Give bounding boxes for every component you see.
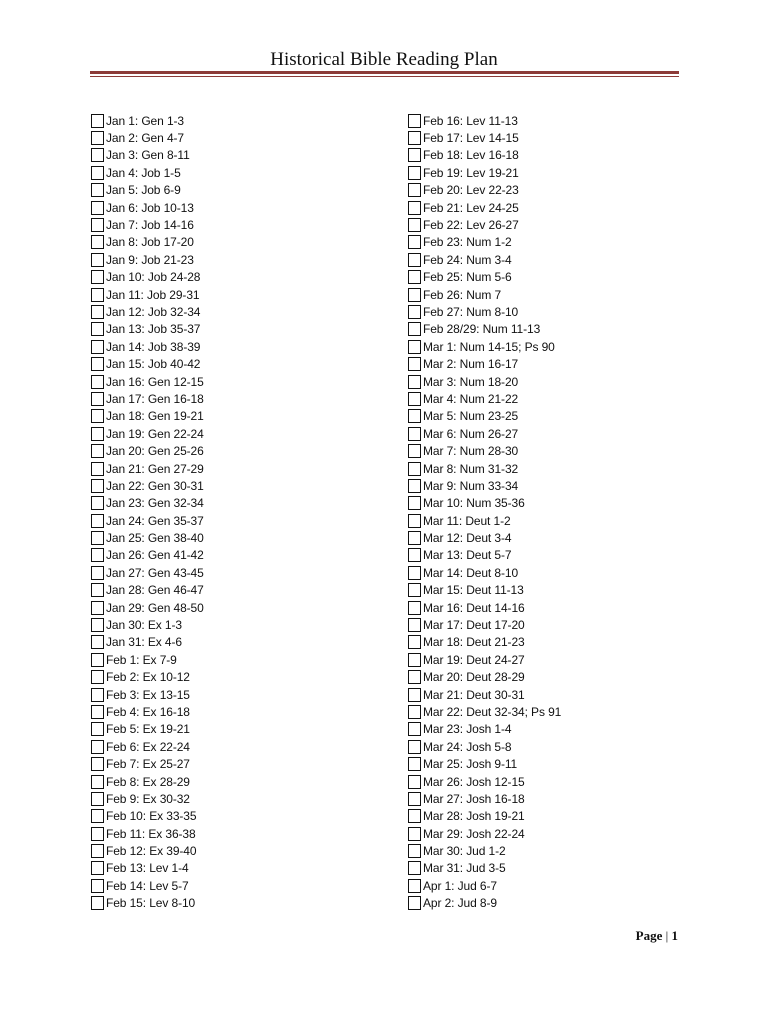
reading-label: Feb 9: Ex 30-32	[106, 791, 190, 806]
reading-checkbox[interactable]	[408, 635, 421, 649]
reading-item	[408, 877, 561, 894]
page-separator: |	[665, 928, 669, 943]
reading-item	[91, 877, 204, 894]
reading-item	[408, 686, 561, 703]
reading-item	[408, 425, 561, 442]
reading-label: Mar 23: Josh 1-4	[423, 722, 512, 737]
reading-label: Mar 12: Deut 3-4	[423, 531, 512, 546]
reading-item	[408, 721, 561, 738]
reading-checkbox[interactable]	[408, 235, 421, 249]
reading-checkbox[interactable]	[91, 566, 104, 580]
reading-label: Feb 13: Lev 1-4	[106, 861, 189, 876]
reading-checkbox[interactable]	[91, 375, 104, 389]
reading-label: Mar 1: Num 14-15; Ps 90	[423, 339, 555, 354]
reading-item	[91, 738, 204, 755]
reading-checkbox[interactable]	[408, 688, 421, 702]
reading-checkbox[interactable]	[408, 148, 421, 162]
reading-label: Jan 14: Job 38-39	[106, 339, 201, 354]
reading-item	[91, 425, 204, 442]
reading-item	[408, 408, 561, 425]
reading-item	[91, 390, 204, 407]
reading-label: Mar 26: Josh 12-15	[423, 774, 525, 789]
reading-checkbox[interactable]	[408, 462, 421, 476]
reading-label: Jan 3: Gen 8-11	[106, 148, 190, 163]
reading-label: Jan 13: Job 35-37	[106, 322, 201, 337]
title-rule-thick	[90, 71, 679, 74]
reading-checkbox[interactable]	[408, 809, 421, 823]
reading-label: Mar 3: Num 18-20	[423, 374, 519, 389]
reading-item	[408, 216, 561, 233]
reading-label: Feb 10: Ex 33-35	[106, 809, 197, 824]
reading-checkbox[interactable]	[91, 340, 104, 354]
reading-checkbox[interactable]	[408, 305, 421, 319]
reading-checkbox[interactable]	[91, 757, 104, 771]
reading-label: Apr 2: Jud 8-9	[423, 896, 497, 911]
reading-checkbox[interactable]	[408, 201, 421, 215]
reading-item	[408, 599, 561, 616]
title-rule-thin	[90, 76, 679, 77]
reading-checkbox[interactable]	[408, 792, 421, 806]
reading-item	[408, 669, 561, 686]
reading-checkbox[interactable]	[408, 288, 421, 302]
reading-checkbox[interactable]	[408, 775, 421, 789]
reading-item	[408, 390, 561, 407]
reading-item	[408, 477, 561, 494]
reading-checkbox[interactable]	[408, 392, 421, 406]
reading-label: Mar 22: Deut 32-34; Ps 91	[423, 704, 562, 719]
reading-checkbox[interactable]	[408, 131, 421, 145]
reading-label: Jan 8: Job 17-20	[106, 235, 194, 250]
reading-checkbox[interactable]	[91, 827, 104, 841]
reading-label: Feb 3: Ex 13-15	[106, 687, 190, 702]
reading-item	[408, 773, 561, 790]
reading-checkbox[interactable]	[91, 722, 104, 736]
reading-checkbox[interactable]	[91, 896, 104, 910]
reading-label: Jan 17: Gen 16-18	[106, 391, 204, 406]
reading-label: Feb 2: Ex 10-12	[106, 670, 190, 685]
reading-label: Feb 12: Ex 39-40	[106, 844, 197, 859]
reading-label: Feb 23: Num 1-2	[423, 235, 512, 250]
reading-label: Jan 20: Gen 25-26	[106, 444, 204, 459]
reading-label: Mar 14: Deut 8-10	[423, 565, 519, 580]
reading-item	[408, 842, 561, 859]
reading-checkbox[interactable]	[408, 705, 421, 719]
reading-label: Jan 28: Gen 46-47	[106, 583, 204, 598]
reading-item	[408, 808, 561, 825]
reading-label: Jan 23: Gen 32-34	[106, 496, 204, 511]
reading-item	[408, 199, 561, 216]
reading-item	[91, 564, 204, 581]
reading-checkbox[interactable]	[91, 148, 104, 162]
reading-checkbox[interactable]	[408, 757, 421, 771]
reading-item	[91, 512, 204, 529]
reading-checkbox[interactable]	[91, 844, 104, 858]
reading-checkbox[interactable]	[91, 288, 104, 302]
reading-label: Jan 15: Job 40-42	[106, 357, 201, 372]
reading-item	[91, 477, 204, 494]
reading-label: Mar 5: Num 23-25	[423, 409, 519, 424]
reading-checkbox[interactable]	[408, 322, 421, 336]
reading-label: Jan 1: Gen 1-3	[106, 113, 184, 128]
reading-label: Jan 30: Ex 1-3	[106, 618, 182, 633]
reading-item	[91, 773, 204, 790]
reading-label: Jan 16: Gen 12-15	[106, 374, 204, 389]
reading-checkbox[interactable]	[91, 479, 104, 493]
reading-checkbox[interactable]	[91, 740, 104, 754]
reading-checkbox[interactable]	[408, 514, 421, 528]
reading-item	[408, 182, 561, 199]
reading-checkbox[interactable]	[91, 462, 104, 476]
reading-label: Mar 7: Num 28-30	[423, 444, 519, 459]
reading-checkbox[interactable]	[91, 861, 104, 875]
reading-label: Mar 16: Deut 14-16	[423, 600, 525, 615]
reading-checkbox[interactable]	[408, 653, 421, 667]
reading-label: Mar 27: Josh 16-18	[423, 791, 525, 806]
reading-label: Feb 18: Lev 16-18	[423, 148, 519, 163]
reading-item	[408, 564, 561, 581]
reading-label: Feb 11: Ex 36-38	[106, 826, 196, 841]
reading-item	[91, 651, 204, 668]
reading-label: Mar 24: Josh 5-8	[423, 739, 512, 754]
reading-checkbox[interactable]	[408, 340, 421, 354]
reading-item	[408, 251, 561, 268]
reading-checkbox[interactable]	[408, 601, 421, 615]
reading-item	[408, 616, 561, 633]
reading-item	[408, 755, 561, 772]
page-footer	[636, 928, 678, 944]
reading-label: Mar 28: Josh 19-21	[423, 809, 525, 824]
reading-checkbox[interactable]	[91, 201, 104, 215]
reading-item	[91, 895, 204, 912]
reading-label: Jan 10: Job 24-28	[106, 270, 201, 285]
reading-checkbox[interactable]	[408, 253, 421, 267]
reading-label: Jan 11: Job 29-31	[106, 287, 200, 302]
reading-label: Mar 11: Deut 1-2	[423, 513, 511, 528]
reading-item	[91, 321, 204, 338]
reading-checkbox[interactable]	[91, 218, 104, 232]
reading-checkbox[interactable]	[91, 322, 104, 336]
reading-item	[408, 373, 561, 390]
reading-checkbox[interactable]	[408, 427, 421, 441]
reading-label: Feb 5: Ex 19-21	[106, 722, 190, 737]
reading-checkbox[interactable]	[91, 618, 104, 632]
reading-checkbox[interactable]	[408, 444, 421, 458]
reading-item	[91, 842, 204, 859]
reading-label: Mar 15: Deut 11-13	[423, 583, 524, 598]
reading-item	[408, 703, 561, 720]
reading-item	[408, 355, 561, 372]
reading-item	[91, 669, 204, 686]
reading-label: Jan 26: Gen 41-42	[106, 548, 204, 563]
reading-label: Jan 24: Gen 35-37	[106, 513, 204, 528]
reading-item	[91, 251, 204, 268]
reading-label: Jan 27: Gen 43-45	[106, 565, 204, 580]
reading-label: Feb 26: Num 7	[423, 287, 502, 302]
reading-item	[408, 512, 561, 529]
reading-label: Feb 28/29: Num 11-13	[423, 322, 541, 337]
reading-item	[408, 234, 561, 251]
reading-checkbox[interactable]	[408, 166, 421, 180]
reading-label: Mar 19: Deut 24-27	[423, 652, 525, 667]
reading-label: Mar 20: Deut 28-29	[423, 670, 525, 685]
reading-checkbox[interactable]	[408, 375, 421, 389]
reading-label: Feb 4: Ex 16-18	[106, 704, 190, 719]
reading-label: Feb 27: Num 8-10	[423, 304, 519, 319]
reading-label: Mar 17: Deut 17-20	[423, 618, 525, 633]
reading-label: Jan 21: Gen 27-29	[106, 461, 204, 476]
reading-item	[408, 790, 561, 807]
reading-item	[408, 738, 561, 755]
reading-item	[91, 547, 204, 564]
reading-checkbox[interactable]	[408, 879, 421, 893]
reading-checkbox[interactable]	[91, 270, 104, 284]
reading-checkbox[interactable]	[408, 479, 421, 493]
reading-item	[408, 129, 561, 146]
reading-item	[408, 269, 561, 286]
reading-checkbox[interactable]	[91, 409, 104, 423]
reading-checkbox[interactable]	[408, 496, 421, 510]
reading-label: Jan 9: Job 21-23	[106, 252, 194, 267]
reading-checkbox[interactable]	[91, 809, 104, 823]
reading-item	[408, 164, 561, 181]
reading-label: Mar 8: Num 31-32	[423, 461, 519, 476]
reading-checkbox[interactable]	[91, 444, 104, 458]
reading-label: Feb 22: Lev 26-27	[423, 218, 519, 233]
reading-item	[91, 269, 204, 286]
reading-checkbox[interactable]	[408, 357, 421, 371]
reading-label: Mar 18: Deut 21-23	[423, 635, 525, 650]
reading-item	[91, 529, 204, 546]
reading-item	[408, 147, 561, 164]
reading-label: Feb 19: Lev 19-21	[423, 165, 519, 180]
reading-item	[91, 164, 204, 181]
reading-item	[408, 112, 561, 129]
reading-checkbox[interactable]	[408, 183, 421, 197]
reading-item	[408, 825, 561, 842]
reading-checkbox[interactable]	[408, 548, 421, 562]
reading-checkbox[interactable]	[408, 740, 421, 754]
reading-label: Feb 7: Ex 25-27	[106, 757, 190, 772]
reading-label: Jan 5: Job 6-9	[106, 183, 181, 198]
reading-checkbox[interactable]	[91, 305, 104, 319]
reading-checkbox[interactable]	[91, 670, 104, 684]
reading-item	[408, 529, 561, 546]
reading-label: Feb 6: Ex 22-24	[106, 739, 190, 754]
reading-item	[408, 321, 561, 338]
reading-item	[408, 495, 561, 512]
reading-item	[91, 182, 204, 199]
reading-item	[408, 651, 561, 668]
reading-item	[408, 286, 561, 303]
reading-label: Jan 18: Gen 19-21	[106, 409, 204, 424]
reading-item	[91, 442, 204, 459]
reading-item	[91, 808, 204, 825]
reading-checkbox[interactable]	[91, 601, 104, 615]
reading-item	[91, 755, 204, 772]
reading-label: Mar 29: Josh 22-24	[423, 826, 525, 841]
reading-label: Mar 21: Deut 30-31	[423, 687, 525, 702]
reading-label: Jan 12: Job 32-34	[106, 304, 201, 319]
reading-item	[91, 355, 204, 372]
reading-item	[408, 338, 561, 355]
reading-item	[91, 147, 204, 164]
reading-item	[91, 616, 204, 633]
reading-item	[91, 129, 204, 146]
reading-item	[408, 547, 561, 564]
reading-checkbox[interactable]	[91, 392, 104, 406]
reading-label: Jan 7: Job 14-16	[106, 218, 194, 233]
reading-label: Feb 16: Lev 11-13	[423, 113, 518, 128]
reading-checkbox[interactable]	[91, 879, 104, 893]
reading-label: Mar 6: Num 26-27	[423, 426, 519, 441]
reading-checkbox[interactable]	[408, 844, 421, 858]
reading-item	[91, 703, 204, 720]
reading-item	[408, 634, 561, 651]
reading-label: Mar 13: Deut 5-7	[423, 548, 512, 563]
reading-item	[91, 825, 204, 842]
reading-label: Feb 8: Ex 28-29	[106, 774, 190, 789]
reading-label: Mar 10: Num 35-36	[423, 496, 525, 511]
page-title: Historical Bible Reading Plan	[270, 49, 498, 70]
reading-item	[408, 460, 561, 477]
reading-label: Feb 1: Ex 7-9	[106, 652, 177, 667]
reading-checkbox[interactable]	[408, 670, 421, 684]
reading-item	[91, 408, 204, 425]
reading-item	[91, 460, 204, 477]
reading-item	[408, 442, 561, 459]
reading-checkbox[interactable]	[91, 357, 104, 371]
reading-label: Mar 25: Josh 9-11	[423, 757, 518, 772]
reading-checkbox[interactable]	[408, 218, 421, 232]
reading-checkbox[interactable]	[408, 531, 421, 545]
reading-checkbox[interactable]	[91, 635, 104, 649]
reading-label: Mar 30: Jud 1-2	[423, 844, 506, 859]
reading-checkbox[interactable]	[91, 688, 104, 702]
reading-label: Jan 4: Job 1-5	[106, 165, 181, 180]
page-word: Page	[635, 928, 663, 943]
reading-item	[91, 686, 204, 703]
reading-label: Jan 6: Job 10-13	[106, 200, 194, 215]
reading-label: Feb 20: Lev 22-23	[423, 183, 519, 198]
reading-list-left-column	[91, 112, 204, 912]
reading-checkbox[interactable]	[91, 131, 104, 145]
reading-item	[91, 790, 204, 807]
reading-checkbox[interactable]	[91, 583, 104, 597]
reading-checkbox[interactable]	[408, 618, 421, 632]
reading-label: Jan 25: Gen 38-40	[106, 531, 204, 546]
reading-checkbox[interactable]	[91, 253, 104, 267]
reading-label: Mar 9: Num 33-34	[423, 478, 519, 493]
reading-label: Jan 29: Gen 48-50	[106, 600, 204, 615]
reading-item	[91, 286, 204, 303]
reading-label: Feb 17: Lev 14-15	[423, 131, 519, 146]
reading-label: Jan 22: Gen 30-31	[106, 478, 204, 493]
reading-label: Feb 24: Num 3-4	[423, 252, 512, 267]
reading-checkbox[interactable]	[91, 114, 104, 128]
reading-checkbox[interactable]	[408, 722, 421, 736]
reading-item	[91, 338, 204, 355]
reading-checkbox[interactable]	[91, 183, 104, 197]
reading-label: Mar 31: Jud 3-5	[423, 861, 506, 876]
reading-checkbox[interactable]	[91, 496, 104, 510]
reading-checkbox[interactable]	[91, 548, 104, 562]
reading-item	[91, 860, 204, 877]
reading-label: Apr 1: Jud 6-7	[423, 878, 497, 893]
reading-checkbox[interactable]	[408, 827, 421, 841]
reading-checkbox[interactable]	[91, 775, 104, 789]
reading-checkbox[interactable]	[91, 166, 104, 180]
reading-checkbox[interactable]	[408, 409, 421, 423]
reading-item	[91, 234, 204, 251]
reading-checkbox[interactable]	[91, 235, 104, 249]
reading-checkbox[interactable]	[408, 566, 421, 580]
reading-label: Jan 31: Ex 4-6	[106, 635, 182, 650]
reading-label: Feb 25: Num 5-6	[423, 270, 512, 285]
reading-item	[408, 303, 561, 320]
reading-item	[91, 373, 204, 390]
reading-checkbox[interactable]	[91, 514, 104, 528]
reading-label: Jan 2: Gen 4-7	[106, 131, 184, 146]
reading-label: Mar 2: Num 16-17	[423, 357, 519, 372]
reading-item	[91, 582, 204, 599]
reading-item	[408, 860, 561, 877]
reading-checkbox[interactable]	[91, 427, 104, 441]
reading-checkbox[interactable]	[408, 896, 421, 910]
reading-item	[91, 303, 204, 320]
reading-checkbox[interactable]	[408, 583, 421, 597]
reading-item	[91, 634, 204, 651]
reading-list-right-column	[408, 112, 561, 912]
reading-checkbox[interactable]	[91, 705, 104, 719]
reading-item	[91, 721, 204, 738]
reading-item	[408, 582, 561, 599]
page-number: 1	[671, 928, 678, 943]
reading-checkbox[interactable]	[91, 653, 104, 667]
reading-item	[91, 216, 204, 233]
reading-label: Jan 19: Gen 22-24	[106, 426, 204, 441]
reading-item	[91, 599, 204, 616]
reading-label: Feb 14: Lev 5-7	[106, 878, 189, 893]
reading-item	[408, 895, 561, 912]
reading-checkbox[interactable]	[408, 270, 421, 284]
reading-checkbox[interactable]	[91, 531, 104, 545]
reading-checkbox[interactable]	[91, 792, 104, 806]
reading-item	[91, 199, 204, 216]
reading-label: Feb 21: Lev 24-25	[423, 200, 519, 215]
reading-item	[91, 495, 204, 512]
reading-item	[91, 112, 204, 129]
reading-label: Mar 4: Num 21-22	[423, 391, 519, 406]
reading-label: Feb 15: Lev 8-10	[106, 896, 196, 911]
reading-checkbox[interactable]	[408, 114, 421, 128]
reading-checkbox[interactable]	[408, 861, 421, 875]
